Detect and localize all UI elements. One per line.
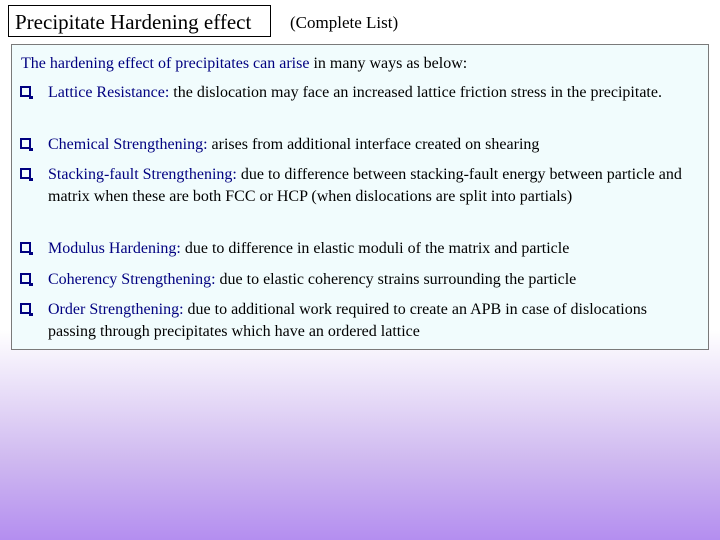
intro-text <box>21 54 467 74</box>
slide-title: Precipitate Hardening effect <box>8 5 271 37</box>
item-text <box>48 238 698 260</box>
item-desc: due to difference in elastic moduli of the matrix and particle <box>180 240 570 257</box>
item-desc: due to difference between stacking-fault energy between particle and matrix when these are both FCC or HCP (when dislocations are split into partials) <box>48 166 682 205</box>
item-text <box>48 299 698 343</box>
square-bullet-icon <box>20 168 31 179</box>
item-term: Lattice Resistance: <box>48 84 170 101</box>
item-term: Modulus Hardening: <box>48 240 181 257</box>
item-text <box>48 269 698 291</box>
item-desc: due to elastic coherency strains surrounding the particle <box>215 271 577 288</box>
item-term: Chemical Strengthening: <box>48 136 208 153</box>
square-bullet-icon <box>20 86 31 97</box>
item-text <box>48 134 698 156</box>
square-bullet-icon <box>20 303 31 314</box>
item-term: Coherency Strengthening: <box>48 271 216 288</box>
item-desc: arises from additional interface created on shearing <box>207 136 540 153</box>
square-bullet-icon <box>20 138 31 149</box>
intro-text-b: in many ways as below: <box>309 55 468 72</box>
item-term: Order Strengthening: <box>48 301 184 318</box>
item-text <box>48 164 698 208</box>
item-desc: the dislocation may face an increased lattice friction stress in the precipitate. <box>169 84 662 101</box>
item-desc: due to additional work required to create an APB in case of dislocations passing through precipitates which have an ordered lattice <box>48 301 647 340</box>
item-text <box>48 82 698 104</box>
item-term: Stacking-fault Strengthening: <box>48 166 237 183</box>
slide-subtitle: (Complete List) <box>290 13 399 32</box>
intro-text-a: The hardening effect of precipitates can arise <box>21 55 310 72</box>
content-panel <box>11 44 709 350</box>
square-bullet-icon <box>20 242 31 253</box>
square-bullet-icon <box>20 273 31 284</box>
